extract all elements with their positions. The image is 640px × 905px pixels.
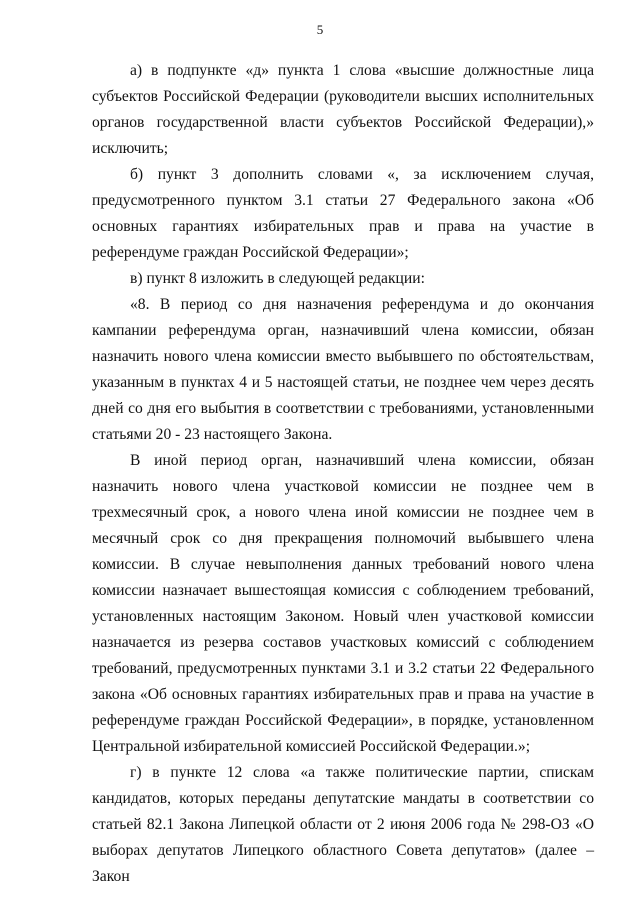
paragraph-point-8: «8. В период со дня назначения референдума и до окончания кампании референдума орган, назначивший члена комиссии, обязан назначить нового члена комиссии вместо выбывшего по обстоятельствам, указанным в пунктах 4 и 5 настоящей статьи, не позднее чем через десять дней со дня его выбытия в соответствии с требованиями, установленными статьями 20 - 23 настоящего Закона. — [92, 296, 594, 443]
paragraph-b: б) пункт 3 дополнить словами «, за исключением случая, предусмотренного пунктом 3.1 статьи 27 Федерального закона «Об основных гарантиях избирательных прав и права на участие в референдуме граждан Российской Федерации»; — [92, 166, 594, 261]
paragraph-g: г) в пункте 12 слова «а также политические партии, спискам кандидатов, которых переданы депутатские мандаты в соответствии со статьей 82.1 Закона Липецкой области от 2 июня 2006 года № 298-ОЗ «О выборах депутатов Липецкого областного Совета депутатов» (далее – Закон — [92, 764, 594, 885]
paragraph-other-period: В иной период орган, назначивший члена комиссии, обязан назначить нового члена участковой комиссии не позднее чем в трехмесячный срок, а нового члена иной комиссии не позднее чем в месячный срок со дня прекращения полномочий выбывшего члена комиссии. В случае невыполнения данных требований нового члена комиссии назначает вышестоящая комиссия с соблюдением требований, установленных настоящим Законом. Новый член участковой комиссии назначается из резерва составов участковых комиссий с соблюдением требований, предусмотренных пунктами 3.1 и 3.2 статьи 22 Федерального закона «Об основных гарантиях избирательных прав и права на участие в референдуме граждан Российской Федерации», в порядке, установленном Центральной избирательной комиссией Российской Федерации.»; — [92, 452, 594, 755]
paragraph-a: а) в подпункте «д» пункта 1 слова «высшие должностные лица субъектов Российской Федерации (руководители высших исполнительных органов государственной власти субъектов Российской Федерации),» исключить; — [92, 62, 594, 157]
paragraph-v: в) пункт 8 изложить в следующей редакции: — [130, 270, 425, 287]
page-number: 5 — [316, 22, 324, 37]
document-body — [92, 58, 594, 890]
